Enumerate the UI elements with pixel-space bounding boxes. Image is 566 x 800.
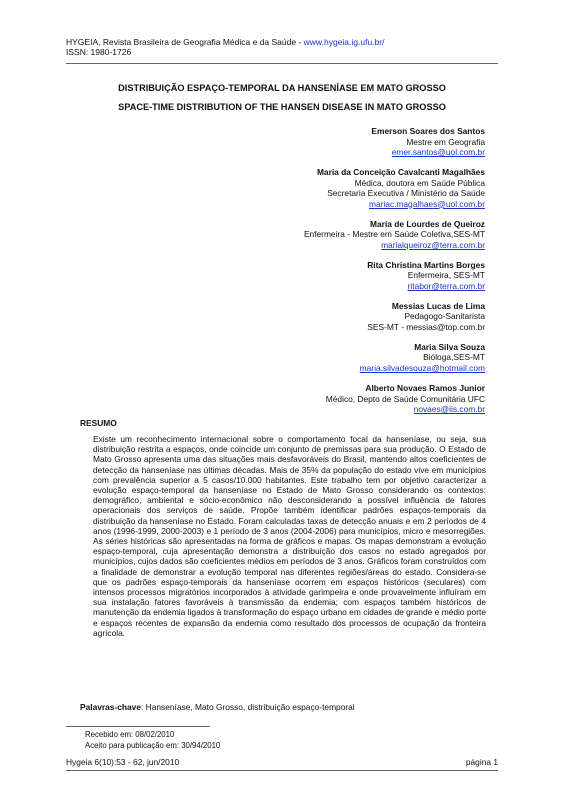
keywords-label: Palavras-chave: [80, 702, 141, 712]
received-date: Recebido em: 08/02/2010: [85, 730, 175, 739]
accepted-date: Aceito para publicação em: 30/94/2010: [85, 740, 221, 750]
footer-citation: Hygeia 6(10):53 - 62, jun/2010: [66, 757, 180, 767]
abstract-heading: RESUMO: [80, 418, 117, 428]
author-name: Maria Silva Souza: [414, 341, 485, 352]
author-block: [185, 219, 485, 251]
author-block: [185, 383, 485, 415]
author-list: [185, 126, 485, 424]
keywords-text: : Hanseníase, Mato Grosso, distribuição espaço-temporal: [141, 702, 355, 712]
author-email-link[interactable]: marialqueiroz@terra.com.br: [381, 239, 485, 250]
page-footer: [66, 757, 498, 767]
author-affiliation: Secretaria Executiva / Ministério da Saúde: [327, 188, 485, 199]
author-affiliation: Bióloga,SES-MT: [423, 352, 485, 363]
journal-name: HYGEIA, Revista Brasileira de Geografia Médica e da Saúde -: [66, 37, 304, 47]
page-number: página 1: [465, 757, 498, 767]
author-block: [185, 260, 485, 292]
keywords-line: [80, 702, 355, 712]
journal-header: [66, 37, 384, 57]
journal-issn: ISSN: 1980-1726: [66, 47, 132, 57]
author-name: Emerson Soares dos Santos: [371, 126, 485, 136]
author-name: Messias Lucas de Lima: [391, 300, 485, 311]
footer-divider: [66, 770, 498, 771]
author-block: [185, 167, 485, 209]
journal-line: [66, 37, 384, 47]
author-affiliation: Médico, Depto de Saúde Comunitária UFC: [325, 393, 485, 404]
author-email-link[interactable]: novaes@iis.com.br: [413, 404, 485, 415]
author-affiliation: Pedagogo-Sanitarista: [404, 311, 485, 322]
footnote-divider: [66, 726, 210, 727]
header-divider: [66, 63, 498, 64]
author-email-link[interactable]: maria.silvadesouza@hotmail.com: [359, 362, 485, 373]
journal-url-link[interactable]: www.hygeia.ig.ufu.br/: [303, 37, 385, 47]
author-name: Rita Christina Martins Borges: [367, 259, 485, 270]
author-affiliation: SES-MT - messias@top.com.br: [367, 321, 485, 332]
author-name: Maria de Lourdes de Queiroz: [370, 218, 485, 229]
author-block: [185, 126, 485, 158]
author-block: [185, 342, 485, 374]
author-name: Alberto Novaes Ramos Junior: [365, 383, 485, 394]
abstract-text: Existe um reconhecimento internacional sobre o comportamento focal da hanseníase, ou seja, sua distribuição restrita a espaços, onde coincide um conjunto de premissas para sua produção. O Estado de Mato Grosso apresenta uma das situações mais desfavoráveis do Brasil, mantendo altos coeficientes de detecção da hanseníase nas últimas décadas. Mais de 35% da população do estado vive em municípios com prevalência superior a 5 casos/10.000 habitantes. Este trabalho tem por objetivo caracterizar a evolução espaço-temporal da hanseníase no Estado de Mato Grosso considerando os contextos: demográfico, ambiental e sócio-econômico não desconsiderando a possível influência de fatores operacionais dos serviços de saúde. Propõe também identificar padrões espaços-temporais da distribuição da hanseníase no Estado. Foram calculadas taxas de detecção anuais e em 2 períodos de 4 anos (1996-1999, 2000-2003) e 1 período de 3 anos (2004-2006) para municípios, micro e mesorregiões. As séries históricas são apresentadas na forma de gráficos e mapas. Os mapas demonstram a evolução espaço-temporal, cuja apresentação demonstra a distribuição dos casos no estado agregados por municípios, cujos dados são coeficientes médios em períodos de 3 anos. Gráficos foram construídos com a finalidade de demonstrar a evolução temporal nas diferentes regiões/áreas do estado. Considera-se que os padrões espaço-temporais da hanseníase ocorrem em espaços históricos (seculares) com intensos processos migratórios incorporados à atividade garimpeira e onde provavelmente influíram em sua instalação fatores favoráveis à transmissão da endemia; com espaços também históricos de manutenção da endemia ligados à transformação do espaço urbano em cidades de grande e médio porte e espaços recentes de expansão da endemia como resultado dos processos de ocupação da fronteira agrícola.: [93, 434, 486, 638]
author-affiliation: Mestre em Geografia: [406, 136, 485, 147]
paper-title-en: SPACE-TIME DISTRIBUTION OF THE HANSEN DISEASE IN MATO GROSSO: [118, 102, 446, 112]
author-name: Maria da Conceição Cavalcanti Magalhães: [316, 167, 485, 178]
author-email-link[interactable]: mariac.magalhaes@uol.com.br: [368, 198, 485, 209]
author-email-link[interactable]: ritabor@terra.com.br: [407, 280, 485, 291]
author-affiliation: Enfermeira, SES-MT: [407, 270, 485, 281]
paper-title-pt: DISTRIBUIÇÃO ESPAÇO-TEMPORAL DA HANSENÍASE EM MATO GROSSO: [118, 83, 446, 93]
author-block: [185, 301, 485, 333]
author-affiliation: Enfermeira - Mestre em Saúde Coletiva,SES-MT: [303, 229, 485, 240]
author-email-link[interactable]: emer.santos@uol.com.br: [391, 147, 485, 157]
author-affiliation: Médica, doutora em Saúde Pública: [354, 177, 485, 188]
footnotes: [85, 730, 220, 751]
